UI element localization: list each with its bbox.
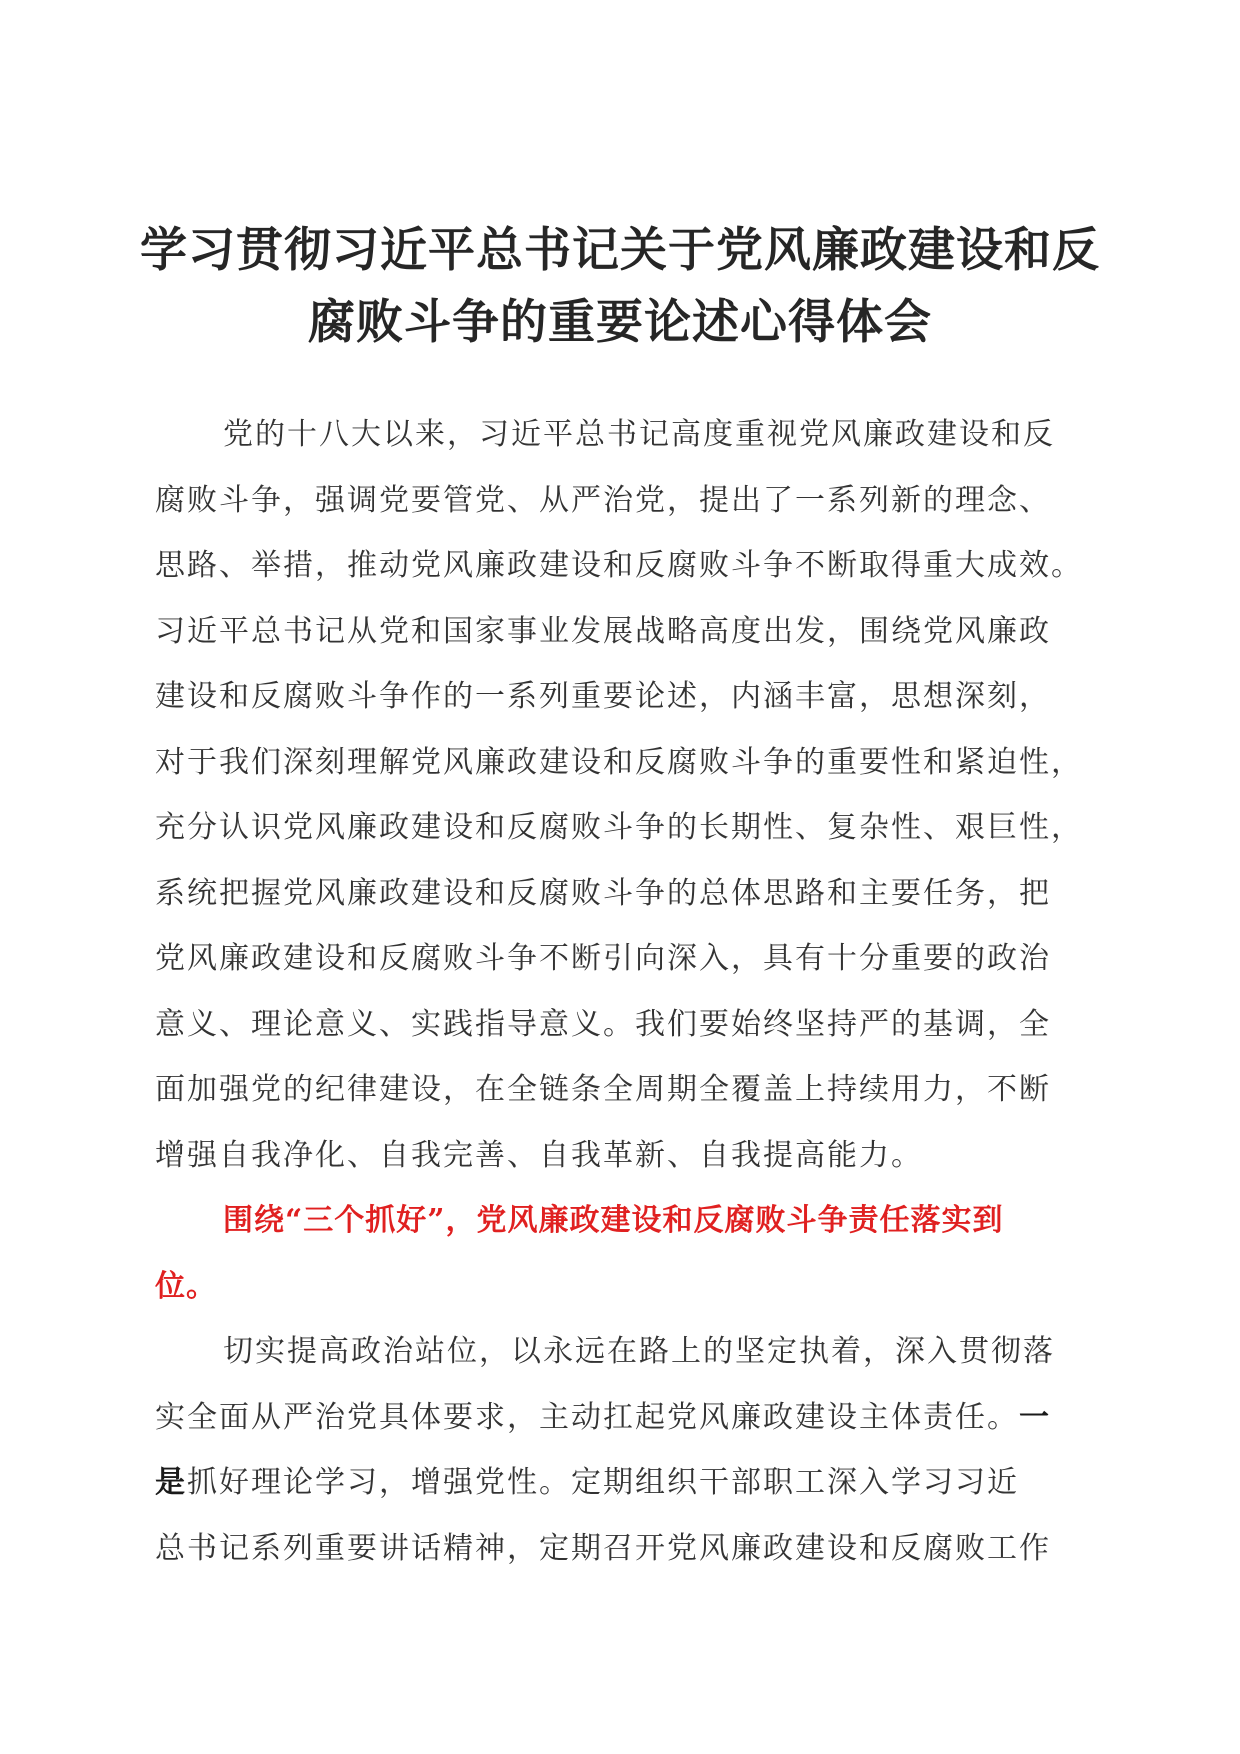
paragraph-line: 党风廉政建设和反腐败斗争不断引向深入，具有十分重要的政治 — [155, 941, 1051, 976]
paragraph-line: 党的十八大以来，习近平总书记高度重视党风廉政建设和反 — [223, 417, 1055, 452]
heading-line: 围绕“三个抓好”，党风廉政建设和反腐败斗争责任落实到 — [223, 1203, 1004, 1238]
title-line-1: 学习贯彻习近平总书记关于党风廉政建设和反 — [140, 223, 1100, 278]
paragraph-line: 思路、举措，推动党风廉政建设和反腐败斗争不断取得重大成效。 — [155, 548, 1083, 583]
paragraph-line: 意义、理论意义、实践指导意义。我们要始终坚持严的基调，全 — [155, 1006, 1051, 1042]
paragraph-line: 对于我们深刻理解党风廉政建设和反腐败斗争的重要性和紧迫性， — [155, 744, 1083, 780]
ordinal-marker: 是 — [155, 1465, 187, 1500]
heading-line: 位。 — [155, 1268, 217, 1304]
paragraph-line: 习近平总书记从党和国家事业发展战略高度出发，围绕党风廉政 — [155, 613, 1051, 649]
title-line-2: 腐败斗争的重要论述心得体会 — [308, 295, 932, 350]
paragraph-line: 切实提高政治站位，以永远在路上的坚定执着，深入贯彻落 — [223, 1334, 1055, 1369]
document-title — [130, 215, 1110, 359]
paragraph-line: 腐败斗争，强调党要管党、从严治党，提出了一系列新的理念、 — [155, 482, 1051, 518]
paragraph-line — [155, 1450, 1085, 1516]
paragraph-section-1 — [155, 1319, 1085, 1581]
paragraph-intro — [155, 402, 1085, 1188]
paragraph-line: 系统把握党风廉政建设和反腐败斗争的总体思路和主要任务，把 — [155, 875, 1051, 911]
paragraph-line: 增强自我净化、自我完善、自我革新、自我提高能力。 — [155, 1137, 923, 1173]
paragraph-line: 面加强党的纪律建设，在全链条全周期全覆盖上持续用力，不断 — [155, 1072, 1051, 1107]
paragraph-text: 实全面从严治党具体要求，主动扛起党风廉政建设主体责任。 — [155, 1399, 1019, 1435]
paragraph-line: 充分认识党风廉政建设和反腐败斗争的长期性、复杂性、艰巨性， — [155, 810, 1083, 845]
section-heading — [155, 1188, 1085, 1319]
paragraph-line: 建设和反腐败斗争作的一系列重要论述，内涵丰富，思想深刻， — [155, 679, 1051, 714]
paragraph-line: 总书记系列重要讲话精神，定期召开党风廉政建设和反腐败工作 — [155, 1530, 1051, 1566]
paragraph-text: 抓好理论学习，增强党性。定期组织干部职工深入学习习近 — [187, 1465, 1019, 1500]
paragraph-line — [155, 1385, 1085, 1451]
document-body — [155, 402, 1085, 1581]
ordinal-marker: 一 — [1019, 1399, 1051, 1435]
